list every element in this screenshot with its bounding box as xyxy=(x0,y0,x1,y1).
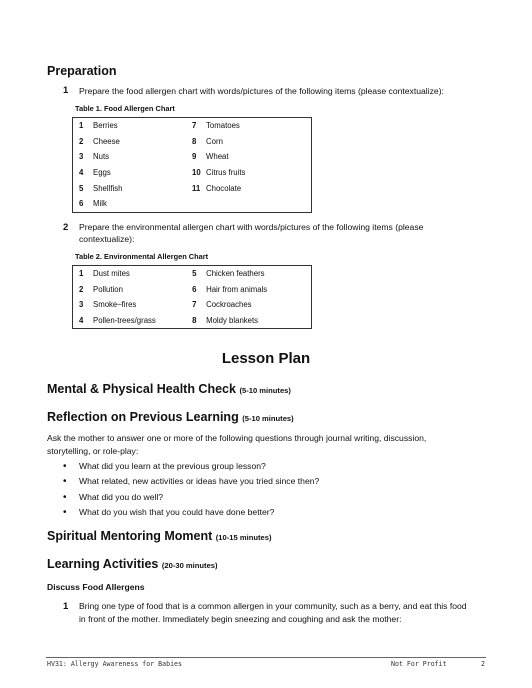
item-label: Shellfish xyxy=(93,183,123,193)
item-number: 1 xyxy=(79,121,84,131)
item-number: 8 xyxy=(192,136,197,146)
item-label: Berries xyxy=(93,121,118,131)
item-number: 1 xyxy=(79,269,84,279)
reflection-minutes: (5-10 minutes) xyxy=(242,414,294,423)
table-cell xyxy=(186,165,312,181)
table-2-caption: Table 2. Environmental Allergen Chart xyxy=(75,252,209,261)
learning-step-1-line-2: in front of the mother. Immediately begin sneezing and coughing and ask the mother: xyxy=(79,614,402,624)
table-cell xyxy=(73,118,187,134)
item-number: 3 xyxy=(79,152,84,162)
footer-page-number: 2 xyxy=(481,660,485,668)
table-cell xyxy=(186,313,311,329)
table-row xyxy=(73,149,312,165)
item-label: Dust mites xyxy=(93,269,130,279)
mental-check-minutes: (5-10 minutes) xyxy=(239,386,291,395)
learning-heading-text: Learning Activities xyxy=(47,557,159,571)
item-number: 6 xyxy=(79,199,84,209)
item-number: 10 xyxy=(192,168,201,178)
table-row xyxy=(73,165,312,181)
item-label: Wheat xyxy=(206,152,229,162)
item-label: Chocolate xyxy=(206,183,242,193)
footer-divider xyxy=(46,657,486,658)
food-allergen-table xyxy=(72,117,312,213)
item-number: 7 xyxy=(192,300,197,310)
item-number: 2 xyxy=(79,284,84,294)
learning-step-1-number: 1 xyxy=(63,601,69,612)
spiritual-minutes: (10-15 minutes) xyxy=(215,533,272,542)
item-label: Milk xyxy=(93,199,107,209)
table-cell xyxy=(73,134,187,150)
table-cell xyxy=(186,297,311,313)
table-cell xyxy=(186,266,311,282)
table-cell xyxy=(186,118,312,134)
prep-step-1-number: 1 xyxy=(63,85,69,96)
list-item: • What did you learn at the previous group lesson? xyxy=(63,459,483,474)
item-number: 9 xyxy=(192,152,197,162)
footer-not-for-profit: Not For Profit xyxy=(391,660,447,668)
item-number: 7 xyxy=(192,121,197,131)
item-label: Pollution xyxy=(93,284,123,294)
reflection-intro-line-2: storytelling, or role-play: xyxy=(47,446,139,456)
item-label: Moldy blankets xyxy=(206,316,259,326)
spiritual-heading-text: Spiritual Mentoring Moment xyxy=(47,529,213,543)
item-label: Hair from animals xyxy=(206,284,268,294)
table-cell xyxy=(186,134,312,150)
environmental-allergen-table xyxy=(72,265,312,329)
table-1-caption: Table 1. Food Allergen Chart xyxy=(75,104,175,113)
table-cell xyxy=(186,149,312,165)
item-number: 11 xyxy=(192,183,201,193)
table-cell xyxy=(73,180,187,196)
prep-step-2-line-1: Prepare the environmental allergen chart with words/pictures of the following items (please xyxy=(79,222,424,232)
learning-heading xyxy=(47,557,218,571)
item-label: Cockroaches xyxy=(206,300,252,310)
table-row xyxy=(73,266,312,282)
item-number: 6 xyxy=(192,284,197,294)
item-label: Citrus fruits xyxy=(206,168,246,178)
list-item: • What do you wish that you could have done better? xyxy=(63,505,483,520)
table-row xyxy=(73,134,312,150)
footer-document-title: HV31: Allergy Awareness for Babies xyxy=(47,660,182,668)
prep-step-1-text: Prepare the food allergen chart with words/pictures of the following items (please contextualize): xyxy=(79,86,444,96)
table-row xyxy=(73,118,312,134)
item-number: 5 xyxy=(192,269,197,279)
item-number: 5 xyxy=(79,183,84,193)
reflection-heading xyxy=(47,410,294,424)
list-item: • What related, new activities or ideas have you tried since then? xyxy=(63,474,483,489)
learning-minutes: (20-30 minutes) xyxy=(161,561,218,570)
table-cell xyxy=(186,282,311,298)
table-cell xyxy=(186,196,312,212)
item-label: Tomatoes xyxy=(206,121,240,131)
table-row xyxy=(73,297,312,313)
mental-check-heading-text: Mental & Physical Health Check xyxy=(47,382,236,396)
lesson-plan-title: Lesson Plan xyxy=(221,350,311,367)
table-cell xyxy=(73,196,187,212)
table-cell xyxy=(73,297,187,313)
table-cell xyxy=(73,149,187,165)
discuss-food-allergens-heading: Discuss Food Allergens xyxy=(47,582,145,592)
prep-step-2-line-2: contextualize): xyxy=(79,234,135,244)
item-label: Corn xyxy=(206,136,223,146)
prep-step-2-number: 2 xyxy=(63,222,69,233)
table-cell xyxy=(73,266,187,282)
learning-step-1-line-1: Bring one type of food that is a common allergen in your community, such as a berry, and eat this food xyxy=(79,601,467,611)
item-number: 3 xyxy=(79,300,84,310)
item-number: 4 xyxy=(79,168,84,178)
table-row xyxy=(73,180,312,196)
spiritual-heading xyxy=(47,529,271,543)
item-label: Cheese xyxy=(93,136,120,146)
reflection-intro-line-1: Ask the mother to answer one or more of the following questions through journal writing, discussion, xyxy=(47,433,427,443)
preparation-heading: Preparation xyxy=(47,64,117,78)
item-label: Chicken feathers xyxy=(206,269,265,279)
item-number: 4 xyxy=(79,316,84,326)
table-cell xyxy=(73,165,187,181)
table-row xyxy=(73,282,312,298)
reflection-heading-text: Reflection on Previous Learning xyxy=(47,410,239,424)
table-cell xyxy=(73,282,187,298)
table-cell xyxy=(186,180,312,196)
item-label: Nuts xyxy=(93,152,110,162)
list-item: • What did you do well? xyxy=(63,490,483,505)
item-number: 2 xyxy=(79,136,84,146)
item-label: Pollen-trees/grass xyxy=(93,316,156,326)
table-row xyxy=(73,313,312,329)
item-label: Eggs xyxy=(93,168,111,178)
reflection-questions-list xyxy=(63,459,483,521)
item-number: 8 xyxy=(192,316,197,326)
item-label: Smoke–fires xyxy=(93,300,137,310)
mental-check-heading xyxy=(47,382,291,396)
table-cell xyxy=(73,313,187,329)
table-row xyxy=(73,196,312,212)
